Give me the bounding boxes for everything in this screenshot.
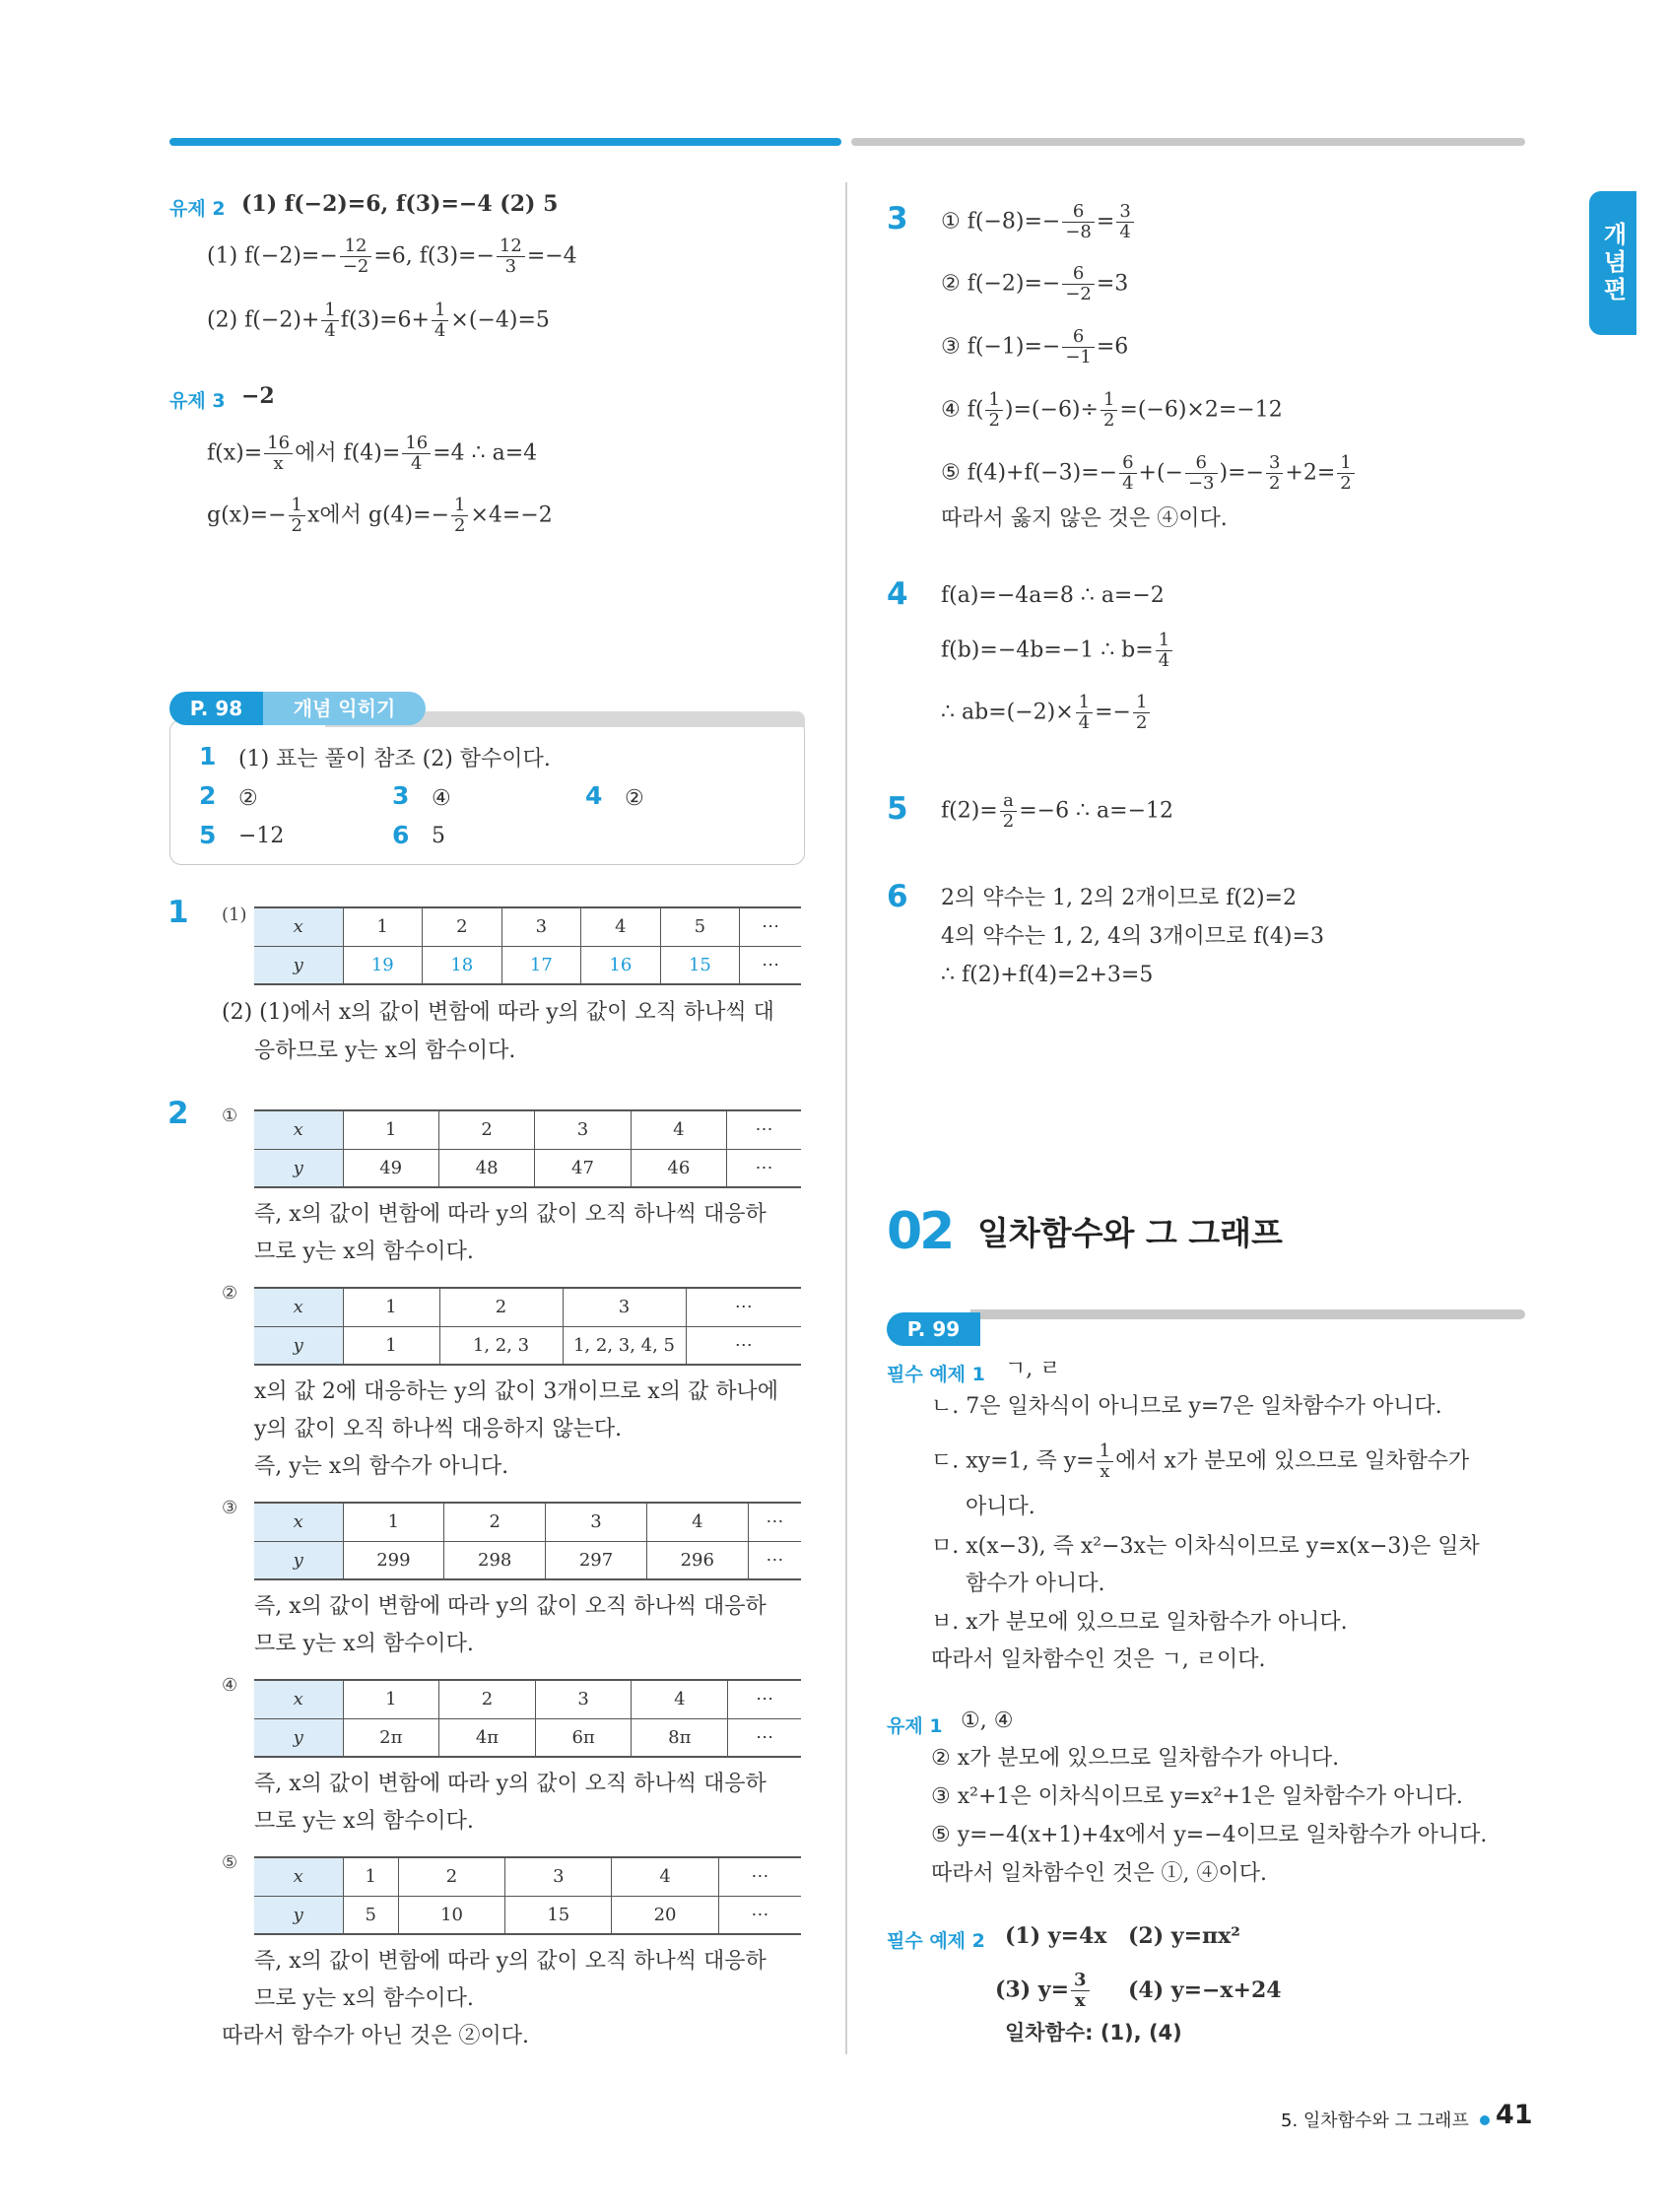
cell: 1	[343, 907, 423, 946]
p5-line: f(2)= $\frac{a}{2}$ =−6 ∴ a=−12	[941, 790, 1174, 832]
cell: 1	[343, 1326, 439, 1365]
cell: 49	[343, 1149, 438, 1187]
p3-line1: ① f(−8)=− $\frac{6}{-8}$ = $\frac{3}{4}$	[941, 202, 1136, 242]
example2-summary: 일차함수: (1), (4)	[1005, 2021, 1182, 2044]
cell: 47	[535, 1149, 631, 1187]
concept-item-5: −12	[238, 824, 285, 848]
p2-sub2: ②	[222, 1283, 238, 1304]
example1-l4: ㅁ. x(x−3), 즉 x²−3x는 이차식이므로 y=x(x−3)은 일차	[931, 1534, 1480, 1559]
p4-line1: f(a)=−4a=8 ∴ a=−2	[941, 583, 1165, 608]
concept-item-4: ②	[625, 786, 644, 811]
cell: ⋯	[718, 1896, 801, 1934]
cell: 16	[581, 946, 661, 984]
p6-line2: 4의 약수는 1, 2, 4의 3개이므로 f(4)=3	[941, 924, 1324, 949]
p2-t5-b: 므로 y는 x의 함수이다.	[254, 1986, 474, 2011]
p3-line5: ⑤ f(4)+f(−3)=− $\frac{6}{4}$ +(− $\frac{6}{-3}$ )=− $\frac{3}{2}$ +2= $\frac{1}{2}$	[941, 453, 1357, 494]
cell: 298	[444, 1541, 546, 1579]
concept-item-5-num: 5	[199, 821, 217, 849]
cell: 1	[343, 1503, 444, 1541]
cell: 4	[646, 1503, 748, 1541]
p2-t4-a: 즉, x의 값이 변함에 따라 y의 값이 오직 하나씩 대응하	[254, 1772, 767, 1796]
top-bar-left	[169, 138, 841, 146]
p2-t3-a: 즉, x의 값이 변함에 따라 y의 값이 오직 하나씩 대응하	[254, 1594, 767, 1619]
p2-t2-c: 즉, y는 x의 함수가 아니다.	[254, 1454, 509, 1479]
problem-1-text1: (2) (1)에서 x의 값이 변함에 따라 y의 값이 오직 하나씩 대	[222, 1000, 774, 1025]
problem-1-sub1: (1)	[222, 905, 247, 925]
cell: 10	[398, 1896, 504, 1934]
cell: x	[254, 1288, 343, 1326]
cell: y	[254, 1326, 343, 1365]
yuje3-label: 유제 3	[169, 390, 226, 412]
p2-t5-a: 즉, x의 값이 변함에 따라 y의 값이 오직 하나씩 대응하	[254, 1949, 767, 1974]
cell: 3	[505, 1857, 612, 1896]
yuje1-label: 유제 1	[887, 1715, 943, 1737]
problem-5-number: 5	[887, 791, 908, 827]
p3-conclusion: 따라서 옳지 않은 것은 ④이다.	[941, 506, 1228, 531]
p6-line1: 2의 약수는 1, 2의 2개이므로 f(2)=2	[941, 886, 1297, 910]
example2-a2: (2) y=πx²	[1128, 1923, 1240, 1949]
example1-l5: 함수가 아니다.	[966, 1572, 1105, 1596]
p3-line4: ④ f( $\frac{1}{2}$ )=(−6)÷ $\frac{1}{2}$ =(−6)×2=−12	[941, 389, 1283, 431]
cell: 3	[535, 1110, 631, 1149]
example2-label: 필수 예제 2	[887, 1930, 985, 1952]
cell: 1	[343, 1288, 439, 1326]
concept-page-tag: P. 98	[169, 692, 263, 725]
p2-table2	[254, 1287, 801, 1366]
p2-t1-a: 즉, x의 값이 변함에 따라 y의 값이 오직 하나씩 대응하	[254, 1202, 767, 1227]
cell: ⋯	[728, 1680, 801, 1718]
cell: 2	[423, 907, 502, 946]
p3-line2: ② f(−2)=− $\frac{6}{-2}$ =3	[941, 263, 1129, 304]
p99-bar	[970, 1309, 1525, 1319]
cell: 2	[439, 1288, 563, 1326]
section-title: 일차함수와 그 그래프	[977, 1214, 1283, 1252]
yuje2-line2: (2) f(−2)+ $\frac{1}{4}$ f(3)=6+ $\frac{1}{4}$ ×(−4)=5	[207, 300, 550, 341]
cell: 3	[546, 1503, 647, 1541]
example1-l7: 따라서 일차함수인 것은 ㄱ, ㄹ이다.	[931, 1647, 1266, 1672]
cell: 4	[632, 1680, 728, 1718]
p2-sub1: ①	[222, 1106, 238, 1126]
concept-item-1-num: 1	[199, 742, 217, 771]
cell: x	[254, 1503, 343, 1541]
cell: 15	[505, 1896, 612, 1934]
cell: 3	[535, 1680, 632, 1718]
cell: 17	[501, 946, 581, 984]
cell: 299	[343, 1541, 444, 1579]
p6-line3: ∴ f(2)+f(4)=2+3=5	[941, 963, 1154, 987]
problem-4-number: 4	[887, 576, 908, 612]
cell: ⋯	[740, 907, 801, 946]
cell: 3	[501, 907, 581, 946]
cell: 297	[546, 1541, 647, 1579]
example1-l1: ㄴ. 7은 일차식이 아니므로 y=7은 일차함수가 아니다.	[931, 1394, 1442, 1419]
p2-table5	[254, 1856, 801, 1935]
p2-t2-a: x의 값 2에 대응하는 y의 값이 3개이므로 x의 값 하나에	[254, 1379, 778, 1404]
cell: 296	[646, 1541, 748, 1579]
cell: y	[254, 946, 343, 984]
yuje1-l1: ② x가 분모에 있으므로 일차함수가 아니다.	[931, 1746, 1340, 1771]
example1-l6: ㅂ. x가 분모에 있으므로 일차함수가 아니다.	[931, 1610, 1348, 1635]
p2-sub4: ④	[222, 1675, 238, 1696]
section-number: 02	[887, 1202, 953, 1261]
footer-chapter: 5. 일차함수와 그 그래프	[1281, 2111, 1469, 2131]
yuje2-label: 유제 2	[169, 198, 226, 220]
cell: 2	[439, 1680, 536, 1718]
cell: ⋯	[718, 1857, 801, 1896]
cell: x	[254, 1680, 343, 1718]
cell: 48	[438, 1149, 534, 1187]
cell: ⋯	[748, 1541, 801, 1579]
cell: ⋯	[727, 1110, 801, 1149]
problem-2-number: 2	[167, 1096, 189, 1131]
footer-dot	[1480, 2115, 1490, 2125]
p4-line3: ∴ ab=(−2)× $\frac{1}{4}$ =− $\frac{1}{2}$	[941, 693, 1152, 733]
p4-line2: f(b)=−4b=−1 ∴ b= $\frac{1}{4}$	[941, 631, 1174, 671]
cell: 20	[612, 1896, 718, 1934]
cell: 18	[423, 946, 502, 984]
footer-page-number: 41	[1496, 2100, 1533, 2130]
p2-table3	[254, 1502, 801, 1580]
cell: x	[254, 907, 343, 946]
example2-a4: (4) y=−x+24	[1128, 1977, 1282, 2003]
cell: ⋯	[728, 1718, 801, 1757]
p2-conclusion: 따라서 함수가 아닌 것은 ②이다.	[222, 2024, 529, 2048]
cell: x	[254, 1857, 343, 1896]
yuje1-l4: 따라서 일차함수인 것은 ①, ④이다.	[931, 1861, 1267, 1886]
cell: 15	[660, 946, 740, 984]
p99-tag: P. 99	[887, 1312, 980, 1346]
yuje1-l3: ⑤ y=−4(x+1)+4x에서 y=−4이므로 일차함수가 아니다.	[931, 1823, 1488, 1847]
cell: 2	[398, 1857, 504, 1896]
p2-sub5: ⑤	[222, 1852, 238, 1873]
cell: 4	[612, 1857, 718, 1896]
cell: y	[254, 1896, 343, 1934]
yuje2-line1: (1) f(−2)=− $\frac{12}{-2}$ =6, f(3)=− $\frac{12}{3}$ =−4	[207, 235, 577, 277]
example1-label: 필수 예제 1	[887, 1364, 985, 1385]
cell: 19	[343, 946, 423, 984]
cell: 3	[563, 1288, 686, 1326]
concept-item-1: (1) 표는 풀이 참조 (2) 함수이다.	[238, 747, 551, 771]
cell: 1	[343, 1857, 398, 1896]
concept-item-3: ④	[432, 786, 451, 811]
cell: 6π	[535, 1718, 632, 1757]
p2-table1	[254, 1109, 801, 1188]
cell: ⋯	[727, 1149, 801, 1187]
concept-item-6: 5	[432, 824, 445, 848]
example2-a3: (3) y= $\frac{3}{x}$	[995, 1971, 1092, 2011]
yuje3-line2: g(x)=− $\frac{1}{2}$ x에서 g(4)=− $\frac{1}{2}$ ×4=−2	[207, 495, 553, 536]
cell: 2	[444, 1503, 546, 1541]
concept-item-6-num: 6	[392, 821, 410, 849]
cell: 46	[631, 1149, 726, 1187]
cell: x	[254, 1110, 343, 1149]
cell: 4π	[439, 1718, 536, 1757]
problem-1-number: 1	[167, 895, 189, 930]
cell: 5	[660, 907, 740, 946]
concept-title: 개념 익히기	[263, 692, 426, 725]
p2-t2-b: y의 값이 오직 하나씩 대응하지 않는다.	[254, 1417, 623, 1441]
concept-item-3-num: 3	[392, 781, 410, 810]
problem-6-number: 6	[887, 879, 908, 914]
yuje1-l2: ③ x²+1은 이차식이므로 y=x²+1은 일차함수가 아니다.	[931, 1784, 1463, 1809]
cell: ⋯	[686, 1326, 801, 1365]
top-bar-right	[851, 138, 1525, 146]
example1-answer: ㄱ, ㄹ	[1005, 1357, 1061, 1381]
yuje2-answer: (1) f(−2)=6, f(3)=−4 (2) 5	[241, 191, 559, 217]
cell: y	[254, 1718, 343, 1757]
cell: 8π	[632, 1718, 728, 1757]
concept-item-4-num: 4	[585, 781, 603, 810]
cell: 4	[581, 907, 661, 946]
problem-3-number: 3	[887, 201, 908, 236]
cell: 1, 2, 3, 4, 5	[563, 1326, 686, 1365]
p2-t1-b: 므로 y는 x의 함수이다.	[254, 1240, 474, 1264]
p2-t4-b: 므로 y는 x의 함수이다.	[254, 1809, 474, 1834]
cell: y	[254, 1149, 343, 1187]
cell: ⋯	[740, 946, 801, 984]
concept-item-2-num: 2	[199, 781, 217, 810]
cell: y	[254, 1541, 343, 1579]
cell: 2π	[343, 1718, 439, 1757]
column-divider	[845, 182, 847, 2054]
cell: ⋯	[686, 1288, 801, 1326]
problem-1-text2: 응하므로 y는 x의 함수이다.	[254, 1039, 516, 1063]
cell: 4	[631, 1110, 726, 1149]
p2-t3-b: 므로 y는 x의 함수이다.	[254, 1632, 474, 1656]
side-tab: 개념편	[1589, 191, 1636, 335]
yuje3-line1: f(x)= $\frac{16}{x}$ 에서 f(4)= $\frac{16}{4}$ =4 ∴ a=4	[207, 433, 538, 474]
example1-l3: 아니다.	[966, 1495, 1035, 1519]
yuje3-answer: −2	[241, 383, 275, 409]
cell: ⋯	[748, 1503, 801, 1541]
yuje1-answer: ①, ④	[961, 1709, 1014, 1733]
cell: 1	[343, 1680, 439, 1718]
example1-l2: ㄷ. xy=1, 즉 y= $\frac{1}{x}$ 에서 x가 분모에 있으므로 일차함수가	[931, 1441, 1470, 1482]
p2-table4	[254, 1679, 801, 1758]
problem-1-table	[254, 906, 801, 985]
cell: 1, 2, 3	[439, 1326, 563, 1365]
cell: 2	[438, 1110, 534, 1149]
p2-sub3: ③	[222, 1498, 238, 1518]
concept-item-2: ②	[238, 786, 258, 811]
cell: 1	[343, 1110, 438, 1149]
cell: 5	[343, 1896, 398, 1934]
p3-line3: ③ f(−1)=− $\frac{6}{-1}$ =6	[941, 326, 1129, 368]
example2-a1: (1) y=4x	[1005, 1923, 1107, 1949]
